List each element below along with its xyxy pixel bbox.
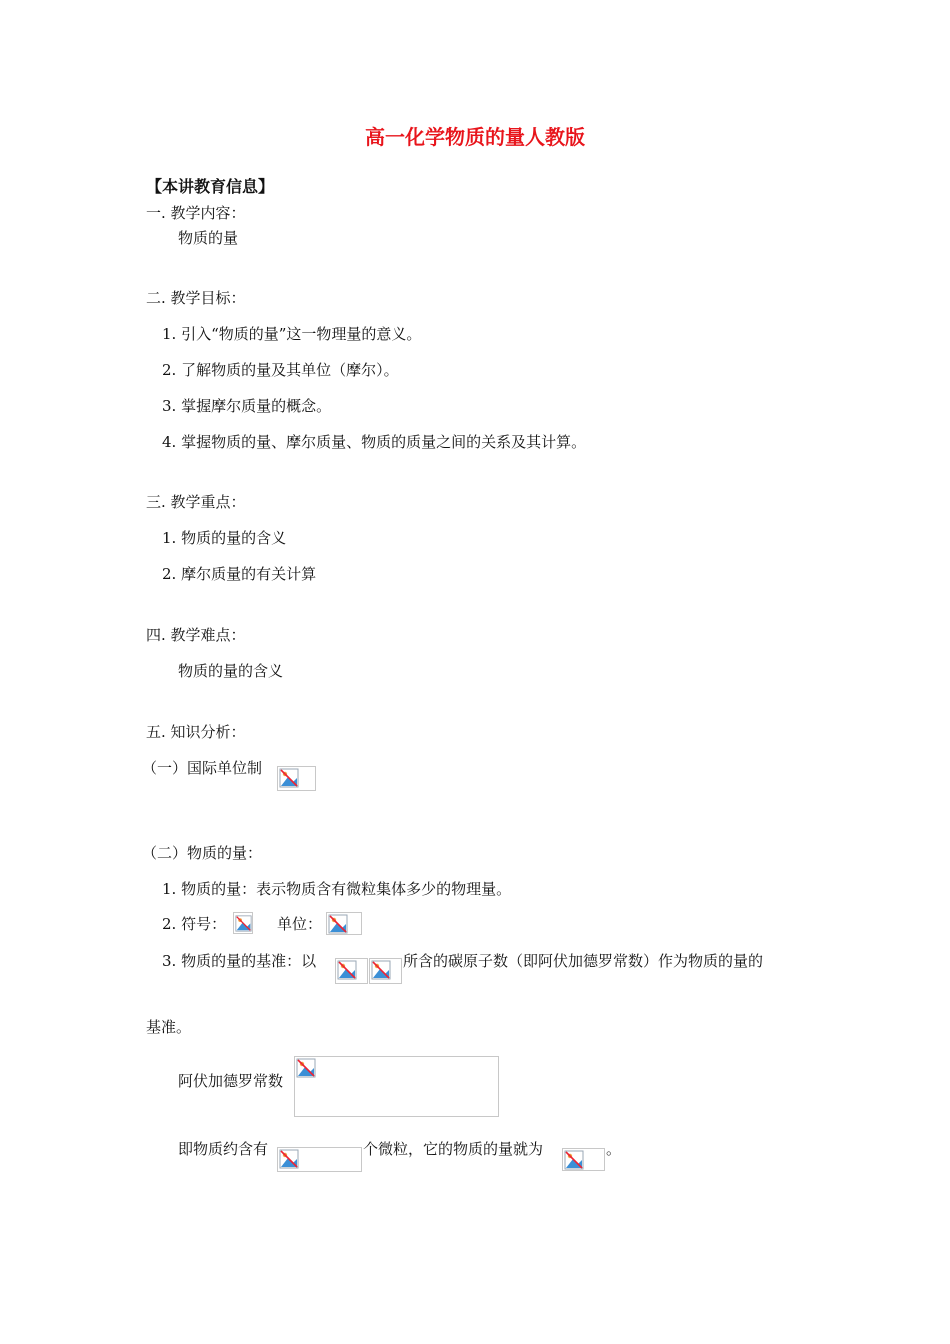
focus-item: 2. 摩尔质量的有关计算 — [162, 565, 317, 583]
broken-image-icon — [562, 1148, 605, 1171]
section-1-label: 一. 教学内容： — [146, 204, 246, 222]
focus-item: 1. 物质的量的含义 — [162, 529, 287, 547]
goal-item: 1. 引入“物质的量”这一物理量的意义。 — [162, 325, 422, 343]
contains-text-end: 。 — [606, 1140, 622, 1158]
page-title: 高一化学物质的量人教版 — [365, 125, 585, 149]
contains-text: 即物质约含有 — [178, 1140, 269, 1158]
broken-image-icon — [294, 1056, 499, 1117]
goal-item: 3. 掌握摩尔质量的概念。 — [162, 397, 332, 415]
section-4-body: 物质的量的含义 — [178, 662, 284, 680]
amount-item-standard-cont: 所含的碳原子数（即阿伏加德罗常数）作为物质的量的 — [403, 952, 764, 970]
contains-text-cont: 个微粒，它的物质的量就为 — [363, 1140, 544, 1158]
broken-image-icon — [233, 912, 253, 934]
section-5-label: 五. 知识分析： — [146, 723, 246, 741]
broken-image-icon — [277, 766, 316, 791]
amount-item-symbol: 2. 符号： — [162, 915, 227, 933]
amount-item-standard-end: 基准。 — [146, 1018, 192, 1036]
subsection-amount: （二）物质的量： — [142, 844, 263, 862]
section-3-label: 三. 教学重点： — [146, 493, 246, 511]
section-header: 【本讲教育信息】 — [146, 177, 275, 196]
broken-image-icon — [369, 958, 402, 984]
section-1-body: 物质的量 — [178, 229, 239, 247]
broken-image-icon — [335, 958, 368, 984]
goal-item: 2. 了解物质的量及其单位（摩尔）。 — [162, 361, 399, 379]
section-4-label: 四. 教学难点： — [146, 626, 246, 644]
broken-image-icon — [326, 912, 362, 935]
goal-item: 4. 掌握物质的量、摩尔质量、物质的质量之间的关系及其计算。 — [162, 433, 587, 451]
amount-item-standard: 3. 物质的量的基准：以 — [162, 952, 317, 970]
amount-item-unit: 单位： — [277, 915, 323, 933]
section-2-label: 二. 教学目标： — [146, 289, 246, 307]
avogadro-label: 阿伏加德罗常数 — [178, 1072, 284, 1090]
broken-image-icon — [277, 1147, 362, 1172]
amount-item: 1. 物质的量：表示物质含有微粒集体多少的物理量。 — [162, 880, 512, 898]
subsection-si-units: （一）国际单位制 — [142, 759, 263, 777]
